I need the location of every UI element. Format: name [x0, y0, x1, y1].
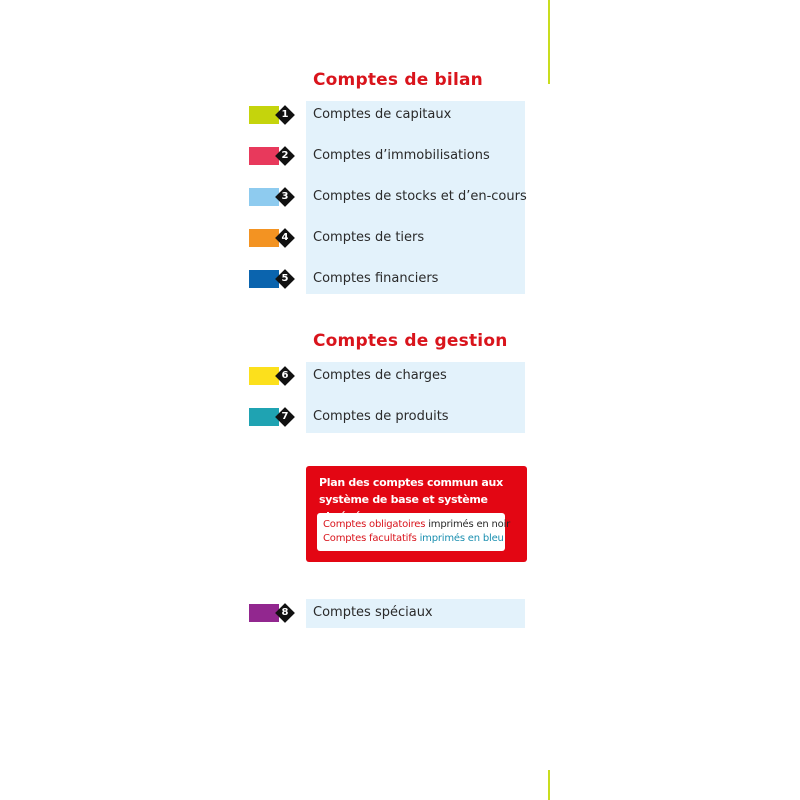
- account-8-tag: [249, 604, 289, 622]
- top-guide-line: [548, 0, 550, 84]
- bottom-guide-line: [548, 770, 550, 800]
- account-6-number: 6: [281, 370, 289, 381]
- optional-accounts-text: Comptes facultatifs: [323, 533, 417, 544]
- account-7-number: 7: [281, 411, 289, 422]
- account-5-number: 5: [281, 273, 289, 284]
- account-4-tag: [249, 229, 289, 247]
- legend-line-optional: [323, 532, 504, 546]
- account-6-label: Comptes de charges: [313, 368, 447, 383]
- account-1-label: Comptes de capitaux: [313, 107, 452, 122]
- account-2-label: Comptes d’immobilisations: [313, 148, 490, 163]
- printed-blue-text: imprimés en bleu: [416, 533, 504, 544]
- legend-box: [317, 513, 511, 551]
- legend-line-mandatory: [323, 518, 510, 532]
- plan-info-title: Plan des comptes commun aux système de base et système: [319, 476, 503, 506]
- bilan-heading: Comptes de bilan: [313, 70, 483, 90]
- plan-info-box: [306, 466, 527, 562]
- account-5-tag: [249, 270, 289, 288]
- account-2-number: 2: [281, 150, 289, 161]
- account-4-label: Comptes de tiers: [313, 230, 425, 245]
- gestion-heading: Comptes de gestion: [313, 331, 508, 351]
- account-6-tag: [249, 367, 289, 385]
- account-3-label: Comptes de stocks et d’en-cours: [313, 189, 527, 204]
- account-row-5: [249, 269, 539, 289]
- account-row-7: [249, 407, 539, 427]
- account-2-tag: [249, 147, 289, 165]
- account-4-number: 4: [281, 232, 289, 243]
- printed-black-text: imprimés en noir: [425, 519, 511, 530]
- account-5-label: Comptes financiers: [313, 271, 439, 286]
- account-row-6: [249, 366, 539, 386]
- account-8-label: Comptes spéciaux: [313, 605, 433, 620]
- mandatory-accounts-text: Comptes obligatoires: [323, 519, 426, 530]
- account-7-tag: [249, 408, 289, 426]
- account-row-3: [249, 187, 539, 207]
- account-1-tag: [249, 106, 289, 124]
- account-row-2: [249, 146, 539, 166]
- account-row-1: [249, 105, 539, 125]
- account-8-number: 8: [281, 607, 289, 618]
- account-3-number: 3: [281, 191, 289, 202]
- account-row-4: [249, 228, 539, 248]
- account-1-number: 1: [281, 109, 289, 120]
- account-row-8: [249, 603, 539, 623]
- account-7-label: Comptes de produits: [313, 409, 449, 424]
- account-3-tag: [249, 188, 289, 206]
